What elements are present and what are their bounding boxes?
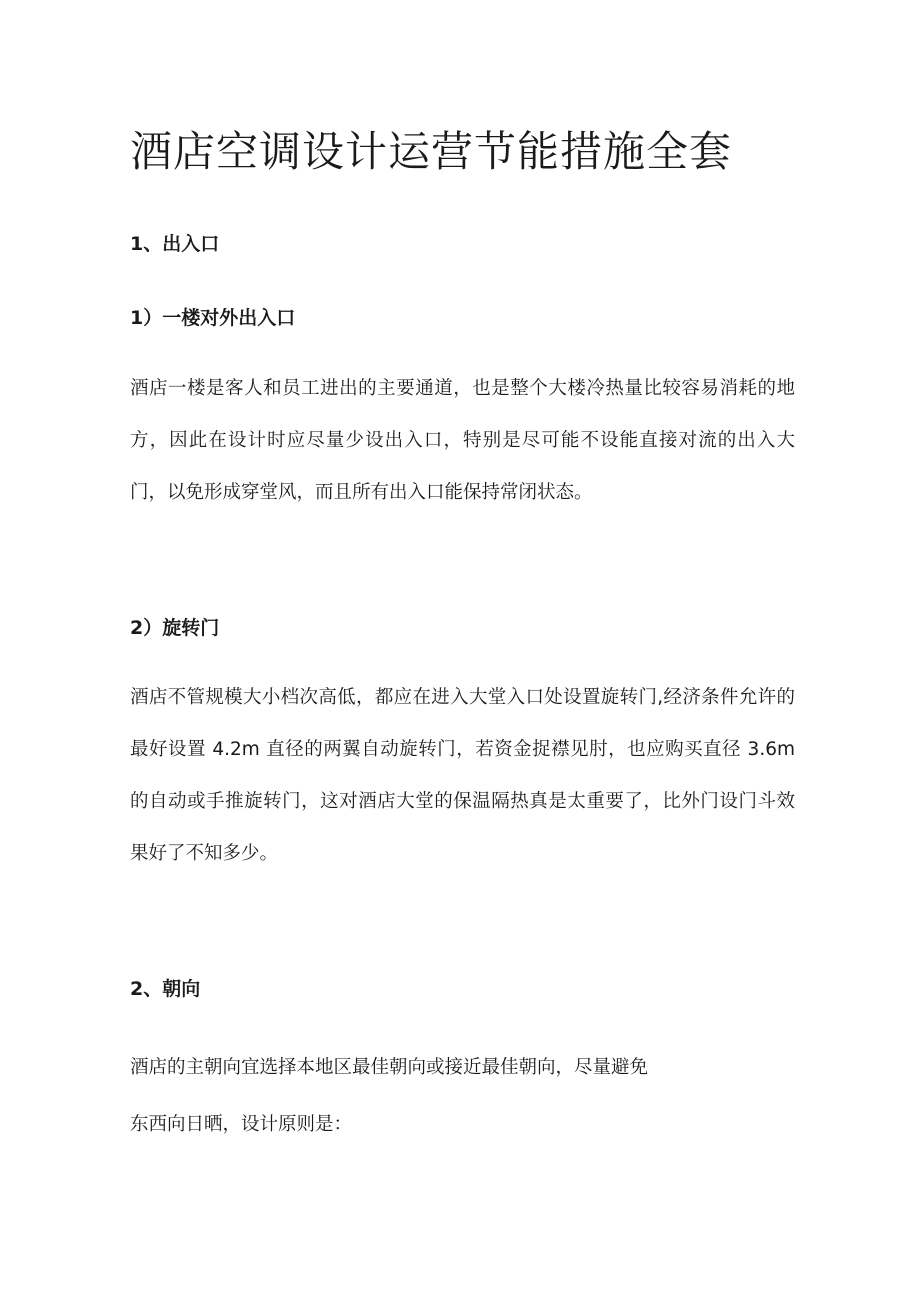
subsection-heading-revolving-door: 2）旋转门 [130,617,220,639]
paragraph-orientation-line-1: 酒店的主朝向宜选择本地区最佳朝向或接近最佳朝向，尽量避免 [130,1057,649,1078]
subsection-heading-ground-floor-entrances: 1）一楼对外出入口 [130,307,296,329]
paragraph-orientation-line-2: 东西向日晒，设计原则是： [130,1114,353,1135]
paragraph-ground-floor-entrances: 酒店一楼是客人和员工进出的主要通道，也是整个大楼冷热量比较容易消耗的地方，因此在设计时应尽量少设出入口，特别是尽可能不设能直接对流的出入大门，以免形成穿堂风，而且所有出入口能保持常闭状态。 [130,378,795,503]
section-heading-orientation: 2、朝向 [130,978,201,1000]
paragraph-revolving-door: 酒店不管规模大小档次高低，都应在进入大堂入口处设置旋转门,经济条件允许的最好设置 4.2m 直径的两翼自动旋转门，若资金捉襟见肘，也应购买直径 3.6m 的自动或手推旋转门，这对酒店大堂的保温隔热真是太重要了，比外门设门斗效果好了不知多少。 [130,687,795,864]
section-heading-entrances: 1、出入口 [130,233,220,255]
document-title: 酒店空调设计运营节能措施全套 [130,127,733,176]
